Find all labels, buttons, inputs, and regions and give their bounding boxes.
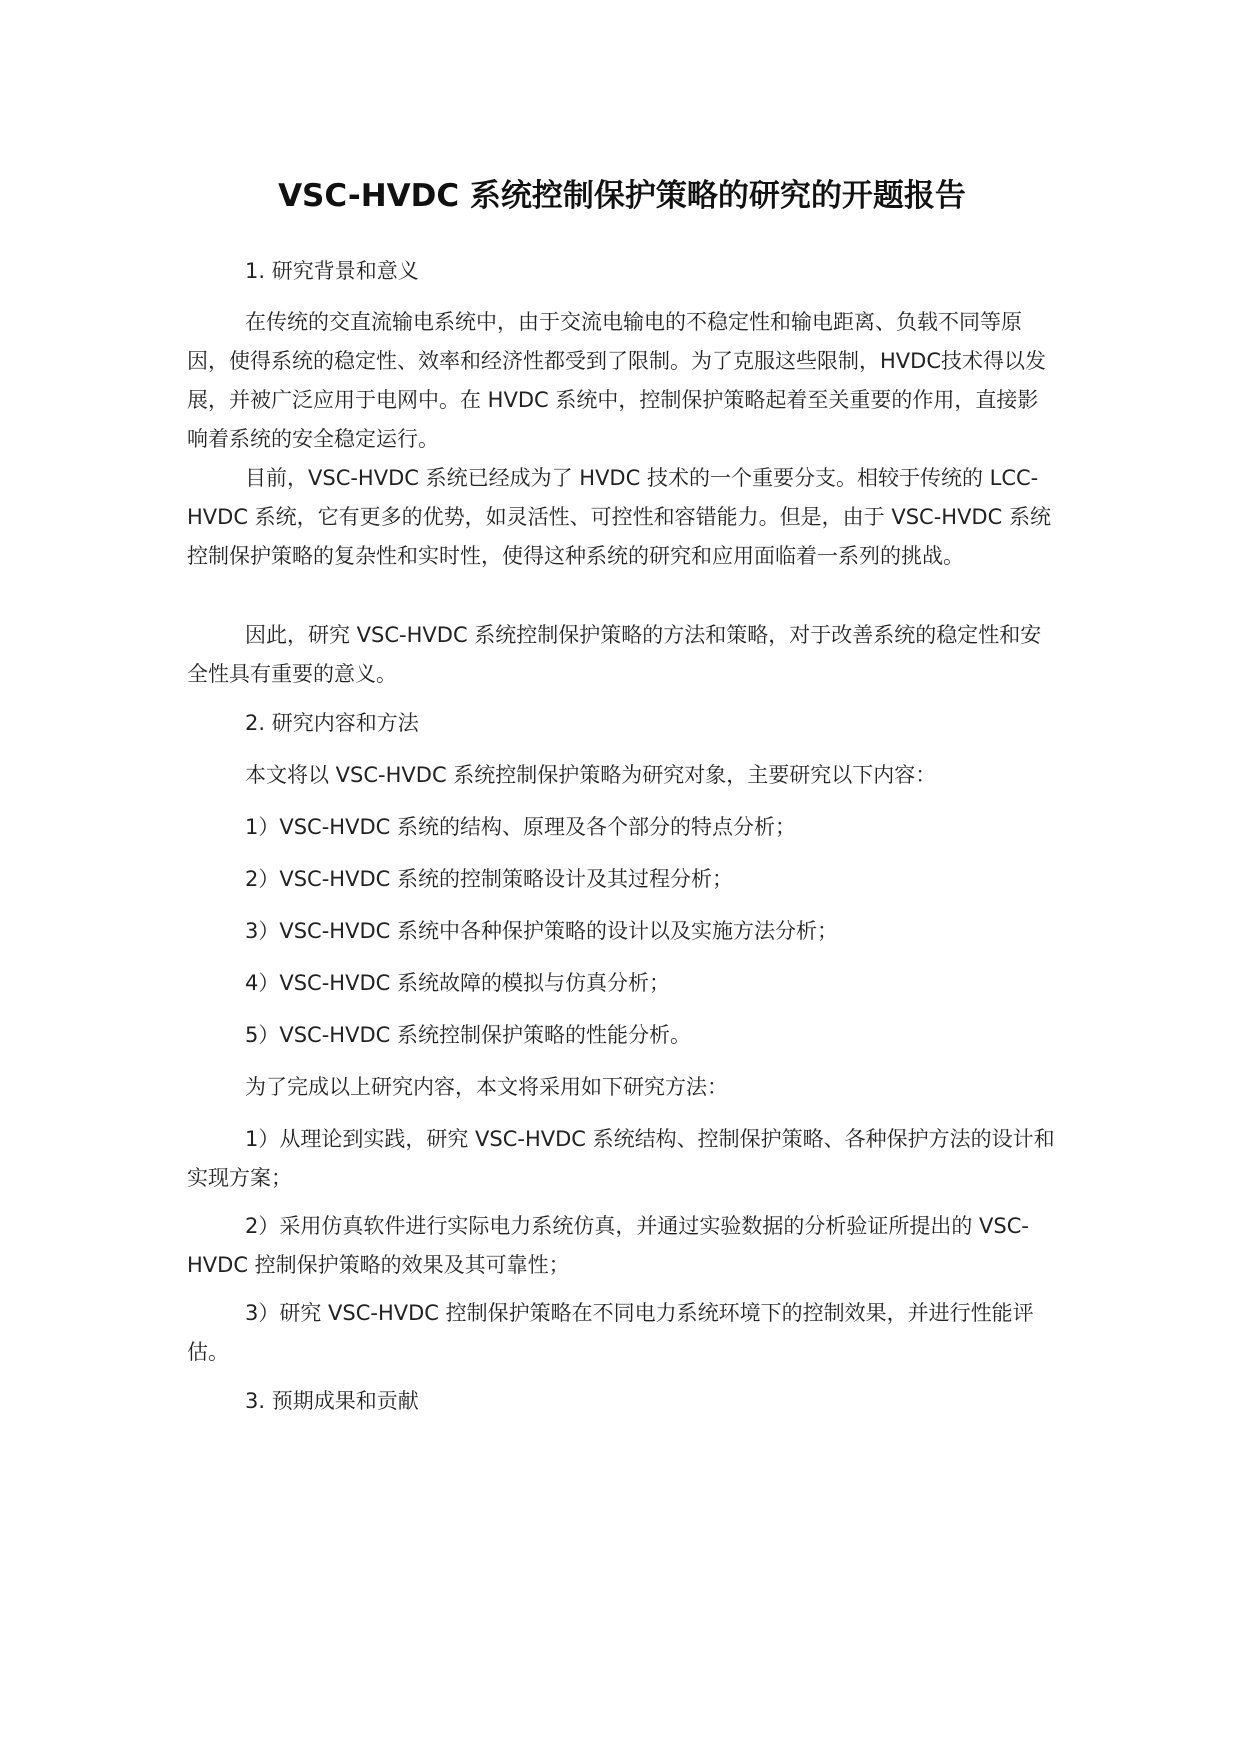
section-1-paragraph-1: 在传统的交直流输电系统中，由于交流电输电的不稳定性和输电距离、负载不同等原因，使得系统的稳定性、效率和经济性都受到了限制。为了克服这些限制，HVDC技术得以发展，并被广泛应用于电网中。在 HVDC 系统中，控制保护策略起着至关重要的作用，直接影响着系统的安全稳定运行。 — [187, 310, 1046, 451]
content-item-2: 2）VSC-HVDC 系统的控制策略设计及其过程分析； — [245, 867, 733, 891]
section-1-paragraph-3: 因此，研究 VSC-HVDC 系统控制保护策略的方法和策略，对于改善系统的稳定性和安全性具有重要的意义。 — [187, 623, 1042, 686]
section-3-heading: 3. 预期成果和贡献 — [245, 1389, 419, 1413]
section-2-intro: 本文将以 VSC-HVDC 系统控制保护策略为研究对象，主要研究以下内容： — [245, 763, 937, 787]
methods-intro: 为了完成以上研究内容，本文将采用如下研究方法： — [245, 1075, 728, 1099]
content-item-3: 3）VSC-HVDC 系统中各种保护策略的设计以及实施方法分析； — [245, 919, 838, 943]
section-1-heading: 1. 研究背景和意义 — [245, 259, 419, 283]
section-1-paragraph-2: 目前，VSC-HVDC 系统已经成为了 HVDC 技术的一个重要分支。相较于传统的 LCC-HVDC 系统，它有更多的优势，如灵活性、可控性和容错能力。但是，由于 VSC-HVDC 系统控制保护策略的复杂性和实时性，使得这种系统的研究和应用面临着一系列的挑战。 — [187, 466, 1051, 568]
document-title: VSC-HVDC 系统控制保护策略的研究的开题报告 — [278, 178, 966, 214]
content-item-1: 1）VSC-HVDC 系统的结构、原理及各个部分的特点分析； — [245, 815, 796, 839]
section-2-heading: 2. 研究内容和方法 — [245, 711, 419, 735]
method-item-2: 2）采用仿真软件进行实际电力系统仿真，并通过实验数据的分析验证所提出的 VSC-HVDC 控制保护策略的效果及其可靠性； — [187, 1214, 1029, 1277]
content-item-4: 4）VSC-HVDC 系统故障的模拟与仿真分析； — [245, 971, 670, 995]
method-item-1: 1）从理论到实践，研究 VSC-HVDC 系统结构、控制保护策略、各种保护方法的设计和实现方案； — [187, 1127, 1055, 1190]
content-item-5: 5）VSC-HVDC 系统控制保护策略的性能分析。 — [245, 1023, 691, 1047]
method-item-3: 3）研究 VSC-HVDC 控制保护策略在不同电力系统环境下的控制效果，并进行性能评估。 — [187, 1301, 1034, 1364]
